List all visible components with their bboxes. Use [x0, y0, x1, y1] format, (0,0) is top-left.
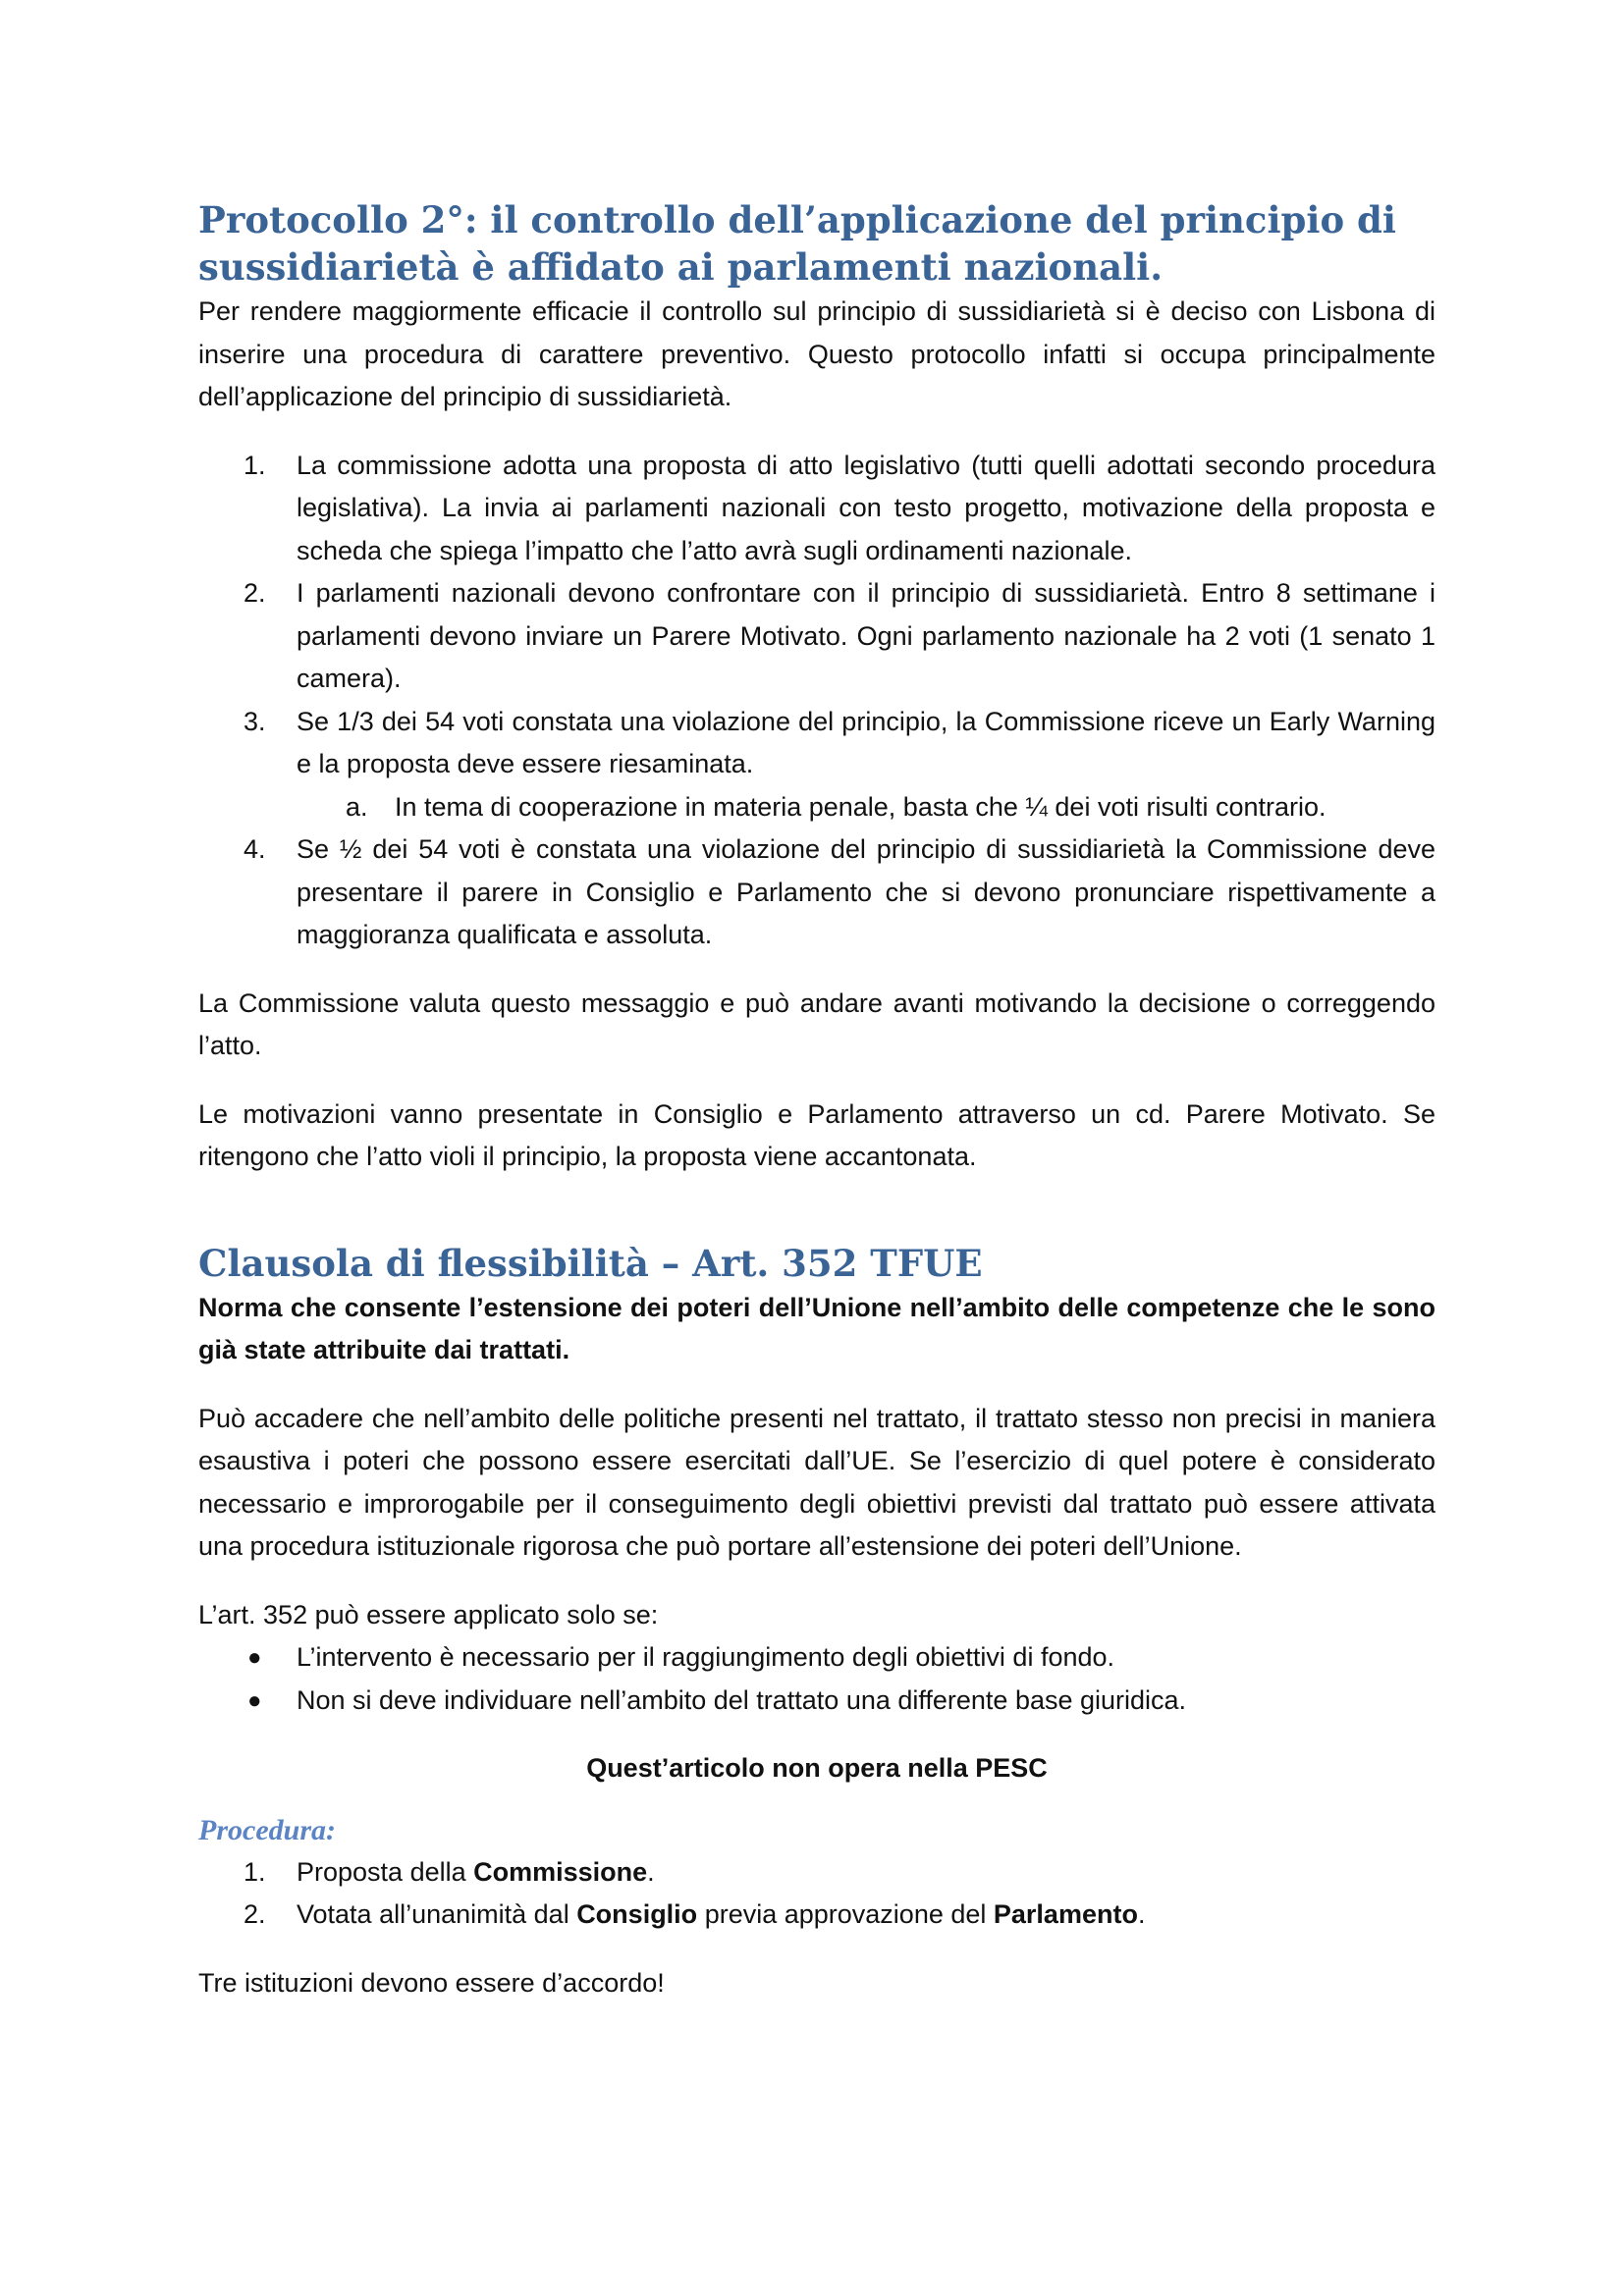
- procedura-bold: Parlamento: [993, 1899, 1138, 1929]
- list-number: 4.: [244, 834, 266, 864]
- section1-paragraph-2: La Commissione valuta questo messaggio e può andare avanti motivando la decisione o correggendo l’atto.: [198, 988, 1435, 1060]
- list-item-text: Se ½ dei 54 voti è constata una violazione del principio di sussidiarietà la Commissione deve presentare il parere in Consiglio e Parlamento che si devono pronunciare rispettivamente a maggioranza qualificata e assoluta.: [297, 834, 1435, 949]
- list-item-text: Se 1/3 dei 54 voti constata una violazione del principio, la Commissione riceve un Early Warning e la proposta deve essere riesaminata.: [297, 706, 1435, 778]
- section1-intro: Per rendere maggiormente efficacie il controllo sul principio di sussidiarietà si è deciso con Lisbona di inserire una procedura di carattere preventivo. Questo protocollo infatti si occupa principalmente dell’applicazione del principio di sussidiarietà.: [198, 296, 1435, 411]
- procedura-text: Votata all’unanimità dal: [297, 1899, 577, 1929]
- section1-paragraph-3: Le motivazioni vanno presentate in Consiglio e Parlamento attraverso un cd. Parere Motivato. Se ritengono che l’atto violi il principio, la proposta viene accantonata.: [198, 1098, 1435, 1171]
- procedura-text: .: [647, 1856, 655, 1887]
- procedura-text: Proposta della: [297, 1856, 474, 1887]
- section1-title-line2: sussidiarietà è affidato ai parlamenti nazionali.: [198, 245, 1164, 289]
- procedura-text: .: [1137, 1899, 1146, 1929]
- list-item: [198, 572, 1435, 701]
- list-item: [198, 1851, 1435, 1895]
- list-item: [198, 828, 1435, 957]
- procedura-list: [198, 1851, 1435, 1937]
- list-item: [198, 701, 1435, 786]
- list-number: 3.: [244, 706, 266, 736]
- bullet-item-text: Non si deve individuare nell’ambito del trattato una differente base giuridica.: [297, 1684, 1187, 1715]
- closing-paragraph: Tre istituzioni devono essere d’accordo!: [198, 1967, 665, 1998]
- list-item: [198, 1894, 1435, 1937]
- bullet-item: [198, 1680, 1435, 1723]
- list-item-text: I parlamenti nazionali devono confrontare con il principio di sussidiarietà. Entro 8 settimane i parlamenti devono inviare un Parere Motivato. Ogni parlamento nazionale ha 2 voti (1 senato 1 camera).: [297, 578, 1435, 693]
- sub-list-item-text: In tema di cooperazione in materia penale, basta che ¼ dei voti risulti contrario.: [395, 791, 1326, 822]
- procedura-bold: Commissione: [473, 1856, 648, 1887]
- list-item-text: La commissione adotta una proposta di atto legislativo (tutti quelli adottati secondo procedura legislativa). La invia ai parlamenti nazionali con testo progetto, motivazione della proposta e scheda che spiega l’impatto che l’atto avrà sugli ordinamenti nazionale.: [297, 450, 1435, 565]
- list-item: [198, 445, 1435, 573]
- sub-list-item: [198, 786, 1435, 829]
- protocol-steps-list: [198, 445, 1435, 957]
- section2-paragraph-1: Può accadere che nell’ambito delle politiche presenti nel trattato, il trattato stesso non precisi in maniera esaustiva i poteri che possono essere esercitati dall’UE. Se l’esercizio di quel potere è considerato necessario e improrogabile per il conseguimento degli obiettivi previsti dal trattato può essere attivata una procedura istituzionale rigorosa che può portare all’estensione dei poteri dell’Unione.: [198, 1403, 1435, 1561]
- centered-note: Quest’articolo non opera nella PESC: [586, 1753, 1048, 1783]
- bullet-icon: ●: [247, 1686, 262, 1714]
- procedura-heading: Procedura:: [198, 1813, 336, 1846]
- bullet-item-text: L’intervento è necessario per il raggiungimento degli obiettivi di fondo.: [297, 1642, 1115, 1672]
- section1-title-line1: Protocollo 2°: il controllo dell’applicazione del principio di: [198, 198, 1396, 241]
- section2-bold-intro: Norma che consente l’estensione dei poteri dell’Unione nell’ambito delle competenze che le sono già state attribuite dai trattati.: [198, 1292, 1435, 1364]
- document-page: [198, 196, 1435, 2004]
- list-number: 2.: [244, 578, 266, 608]
- bullet-icon: ●: [247, 1644, 262, 1671]
- procedura-bold: Consiglio: [576, 1899, 698, 1929]
- list-number: 1.: [244, 1856, 266, 1887]
- list-number: 1.: [244, 450, 266, 480]
- list-number: 2.: [244, 1899, 266, 1929]
- conditions-bullet-list: [198, 1636, 1435, 1722]
- bullet-item: [198, 1636, 1435, 1680]
- section2-title: Clausola di flessibilità – Art. 352 TFUE: [198, 1241, 983, 1285]
- section2-paragraph-2: L’art. 352 può essere applicato solo se:: [198, 1599, 659, 1629]
- sub-list-letter: a.: [346, 791, 368, 822]
- section1-title: [198, 196, 1435, 291]
- procedura-text: previa approvazione del: [697, 1899, 994, 1929]
